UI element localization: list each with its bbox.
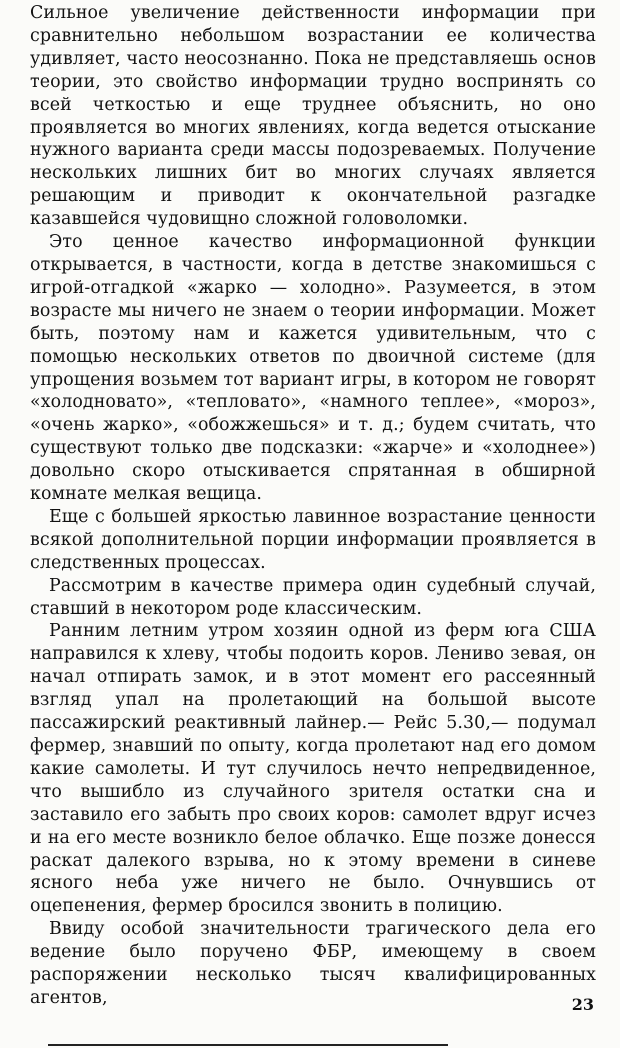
paragraph-3: Еще с большей яркостью лавинное возрастание ценности всякой дополнительной порции информации проявляется в следственных процессах.: [30, 506, 596, 573]
page-number: 23: [571, 995, 594, 1014]
paragraph-2: Это ценное качество информационной функции открывается, в частности, когда в детстве знакомишься с игрой-отгадкой «жарко — холодно». Разумеется, в этом возрасте мы ничего не знаем о теории информации. Может быть, поэтому нам и кажется удивительным, что с помощью нескольких ответов по двоичной системе (для упрощения возьмем тот вариант игры, в котором не говорят «холодновато», «тепловато», «намного теплее», «мороз», «очень жарко», «обожжешься» и т. д.; будем считать, что существуют только две подсказки: «жарче» и «холоднее») довольно скоро отыскивается спрятанная в обширной комнате мелкая вещица.: [30, 232, 596, 505]
paragraph-4: Рассмотрим в качестве примера один судебный случай, ставший в некотором роде классическим.: [30, 575, 596, 619]
body-text: [30, 2, 596, 1010]
paragraph-5: Ранним летним утром хозяин одной из ферм юга США направился к хлеву, чтобы подоить коров. Лениво зевая, он начал отпирать замок, и в этот момент его рассеянный взгляд упал на пролетающий на большой высоте пассажирский реактивный лайнер.— Рейс 5.30,— подумал фермер, знавший по опыту, когда пролетают над его домом какие самолеты. И тут случилось нечто непредвиденное, что вышибло из случайного зрителя остатки сна и заставило его забыть про своих коров: самолет вдруг исчез и на его месте возникло белое облачко. Еще позже донесся раскат далекого взрыва, но к этому времени в синеве ясного неба уже ничего не было. Очнувшись от оцепенения, фермер бросился звонить в полицию.: [30, 621, 596, 917]
footer-rule: [48, 1044, 448, 1046]
paragraph-6: Ввиду особой значительности трагического дела его ведение было поручено ФБР, имеющему в своем распоряжении несколько тысяч квалифицированных агентов,: [30, 919, 596, 1008]
paragraph-1: Сильное увеличение действенности информации при сравнительно небольшом возрастании ее количества удивляет, часто неосознанно. Пока не представляешь основ теории, это свойство информации трудно воспринять со всей четкостью и еще труднее объяснить, но оно проявляется во многих явлениях, когда ведется отыскание нужного варианта среди массы подозреваемых. Получение нескольких лишних бит во многих случаях является решающим и приводит к окончательной разгадке казавшейся чудовищно сложной головоломки.: [30, 3, 596, 230]
